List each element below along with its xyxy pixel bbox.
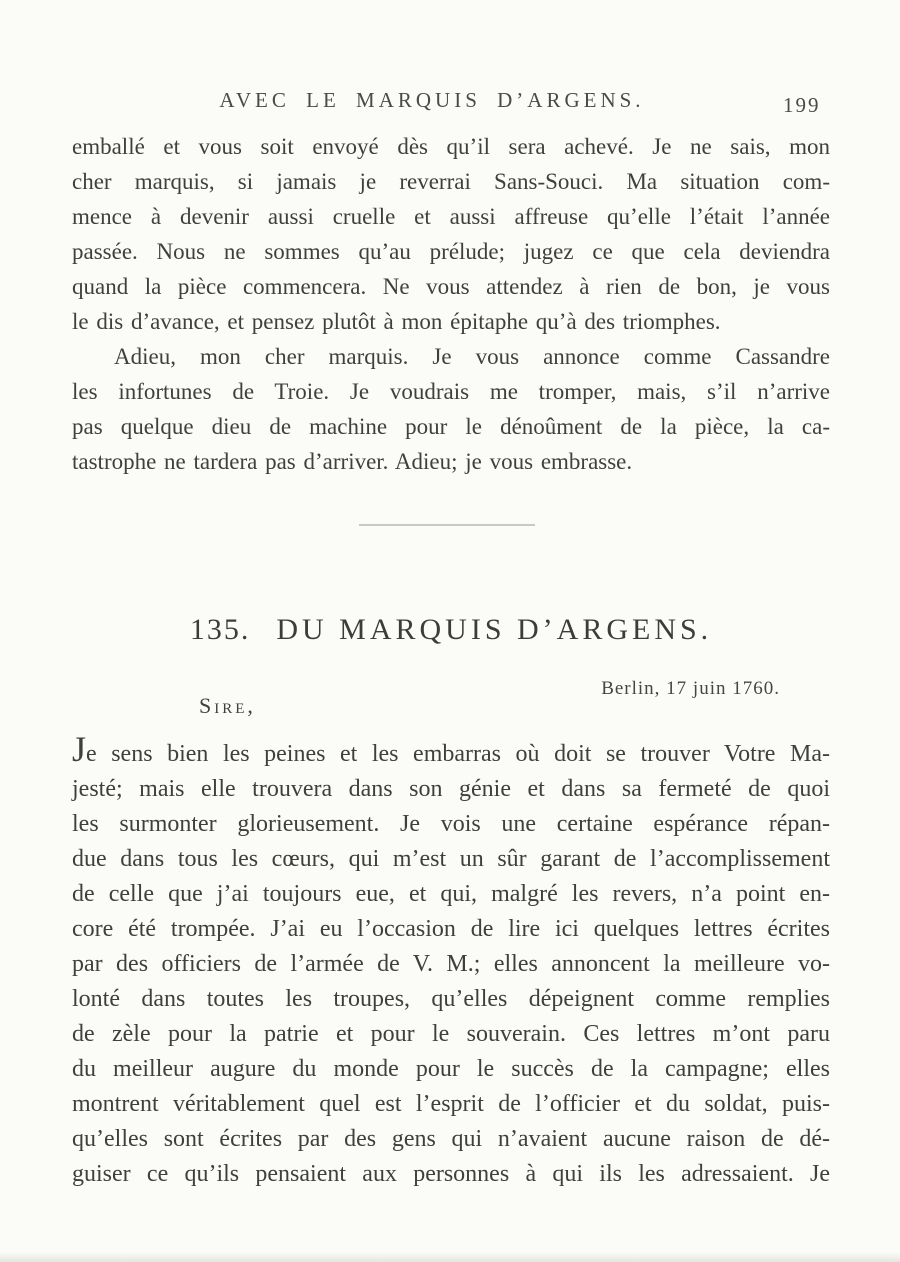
letter-heading <box>72 613 830 647</box>
previous-letter-end <box>72 129 830 479</box>
paragraph-line: quand la pièce commencera. Ne vous attendez à rien de bon, je vous <box>72 274 830 299</box>
paragraph <box>72 339 830 479</box>
paragraph-line: guiser ce qu’ils pensaient aux personnes à qui ils les adressaient. Je <box>72 1161 830 1187</box>
paragraph-line: de celle que j’ai toujours eue, et qui, malgré les revers, n’a point en- <box>72 881 830 907</box>
paragraph-line: mence à devenir aussi cruelle et aussi affreuse qu’elle l’était l’année <box>72 204 830 229</box>
paragraph-line: qu’elles sont écrites par des gens qui n’avaient aucune raison de dé- <box>72 1126 830 1152</box>
paragraph-line: emballé et vous soit envoyé dès qu’il sera achevé. Je ne sais, mon <box>72 134 830 159</box>
paragraph-line: montrent véritablement quel est l’esprit de l’officier et du soldat, puis- <box>72 1091 830 1117</box>
paragraph-line: due dans tous les cœurs, qui m’est un sûr garant de l’accomplissement <box>72 846 830 872</box>
paragraph <box>72 729 830 1192</box>
letter-body <box>72 729 830 1192</box>
paragraph-line: jesté; mais elle trouvera dans son génie et dans sa fermeté de quoi <box>72 776 830 802</box>
dateline: Berlin, 17 juin 1760. <box>601 678 780 699</box>
paragraph-line: les infortunes de Troie. Je voudrais me tromper, mais, s’il n’arrive <box>72 379 830 404</box>
running-head: AVEC LE MARQUIS D’ARGENS. <box>219 88 645 112</box>
paragraph-line: Je sens bien les peines et les embarras où doit se trouver Votre Ma- <box>72 729 830 769</box>
paragraph-line: pas quelque dieu de machine pour le dénoûment de la pièce, la ca- <box>72 414 830 439</box>
paragraph-line: lonté dans toutes les troupes, qu’elles dépeignent comme remplies <box>72 986 830 1012</box>
salutation: Sire, <box>199 693 256 718</box>
paragraph-line: par des officiers de l’armée de V. M.; elles annoncent la meilleure vo- <box>72 951 830 977</box>
paragraph-line: tastrophe ne tardera pas d’arriver. Adieu; je vous embrasse. <box>72 449 633 474</box>
paragraph-line: le dis d’avance, et pensez plutôt à mon épitaphe qu’à des triomphes. <box>72 309 721 334</box>
section-divider <box>359 524 535 526</box>
paragraph-line: les surmonter glorieusement. Je vois une certaine espérance répan- <box>72 811 830 837</box>
page-number: 199 <box>783 93 821 117</box>
letter-number: 135. <box>189 613 251 646</box>
paragraph-line: passée. Nous ne sommes qu’au prélude; jugez ce que cela deviendra <box>72 239 830 264</box>
paragraph <box>72 129 830 339</box>
letter-title: DU MARQUIS D’ARGENS. <box>276 613 713 646</box>
paragraph-line: core été trompée. J’ai eu l’occasion de lire ici quelques lettres écrites <box>72 916 830 942</box>
paragraph-line: du meilleur augure du monde pour le succès de la campagne; elles <box>72 1056 830 1082</box>
paragraph-line: cher marquis, si jamais je reverrai Sans-Souci. Ma situation com- <box>72 169 830 194</box>
paragraph-line: Adieu, mon cher marquis. Je vous annonce comme Cassandre <box>114 344 830 369</box>
paragraph-line: de zèle pour la patrie et pour le souverain. Ces lettres m’ont paru <box>72 1021 830 1047</box>
